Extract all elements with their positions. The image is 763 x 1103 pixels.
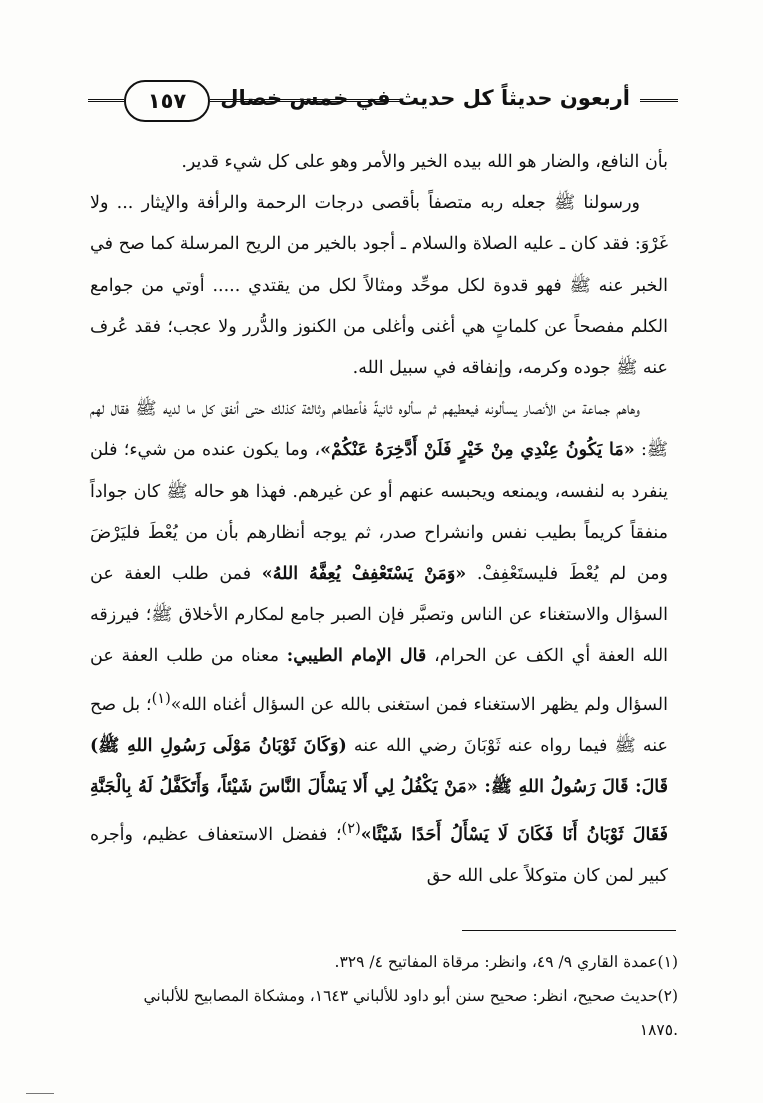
footnote-2: (٢)حديث صحيح، انظر: صحيح سنن أبو داود للألباني ١٦٤٣، ومشكاة المصابيح للألباني [143,987,678,1005]
page-edge-mark [26,1093,54,1094]
paragraph-2: ورسولنا ﷺ جعله ربه متصفاً بأقصى درجات الرحمة والرأفة والإيثار ... ولا غَرْوَ: فقد كان ـ عليه الصلاة والسلام ـ أجود بالخير من الريح المرسلة كما صح في الخبر عنه ﷺ فهو قدوة لكل موحِّد ومثالاً لكل من يقتدي ..... أوتي من جوامع الكلم مفصحاً عن كلماتٍ هي أغنى وأغلى من الكنوز والدُّرر ولا عجب؛ فقد عُرف عنه ﷺ جوده وكرمه، وإنفاقه في سبيل الله. [90,193,668,379]
text-segment: فمن طلب العفة عن السؤال والاستغناء عن الناس وتصبَّر فإن الصبر جامع لمكارم الأخلاق ﷺ؛ فيرزقه الله العفة أي الكف عن الحرام، [90,564,669,667]
footnotes [90,945,678,1047]
paragraph-3 [90,389,668,897]
paragraph-1: بأن النافع، والضار هو الله بيده الخير والأمر وهو على كل شيء قدير. [181,152,668,172]
footnote-ref-1[interactable]: (١) [151,689,171,707]
footnote-separator [462,930,676,931]
text-segment: ؛ بل صح عنه ﷺ فيما رواه عنه ثَوْبَانَ رضي الله عنه [90,694,668,756]
text-segment: ، وما يكون عنده من شيء؛ فلن ينفرد به لنفسه، ويمنعه ويحبسه عنهم أو عن غيرهم. فهذا هو حاله ﷺ كان جواداً منفقاً كريماً بطيب نفس وانشراح صدر، ثم يوجه أنظارهم بأن من يُعْطَ فليَرْضَ ومن لم يُعْطَ فليستَعْفِفْ. [90,440,668,585]
text-segment: وهاهم جماعة من الأنصار يسألونه فيعطيهم ثم سألوه ثانيةً فأعطاهم وثالثة كذلك حتى أنفق كل ما لديه ﷺ فقال لهم ﷺ: [90,399,668,461]
scholar-label: قال الإمام الطيبي: [286,646,427,667]
hadith-quote: «وَمَنْ يَسْتَعْفِفْ يُعِفَّهُ اللهُ» [261,564,467,585]
header-rule-right [640,99,678,105]
footnote-1: (١)عمدة القاري ٩/ ٤٩، وانظر: مرقاة المفاتيح ٤/ ٣٢٩. [334,953,678,971]
header-rule-left [88,99,124,102]
running-title: أربعون حديثاً كل حديث في خمس خصال [220,86,630,110]
main-text [90,142,668,897]
page-number: ١٥٧ [124,80,210,122]
text-segment: ؛ ففضل الاستعفاف عظيم، وأجره كبير لمن كان متوكلاً على الله حق [90,824,668,887]
hadith-quote: «مَا يَكُونُ عِنْدِي مِنْ خَيْرٍ فَلَنْ أَدَّخِرَهُ عَنْكُمْ» [320,440,635,461]
footnote-2-continued: .١٨٧٥ [639,1021,678,1039]
text-segment: معناه من طلب العفة عن السؤال ولم يظهر الاستغناء فمن استغنى بالله عن السؤال أغناه الله» [90,646,669,715]
footnote-ref-2[interactable]: (٢) [341,820,361,838]
page-header [88,78,678,124]
header-rule-middle [210,99,400,102]
hadith-quote: (وَكَانَ ثَوْبَانُ مَوْلَى رَسُولِ اللهِ ﷺ) قَالَ: قَالَ رَسُولُ اللهِ ﷺ: «مَنْ يَكْفُلُ لِي أَلا يَسْأَلَ النَّاسَ شَيْئاً، وَأَتَكَفَّلُ لَهُ بِالْجَنَّةِ فَقَالَ ثَوْبَانُ أَنَا فَكَانَ لَا يَسْأَلُ أَحَدًا شَيْئًا» [90,735,669,845]
